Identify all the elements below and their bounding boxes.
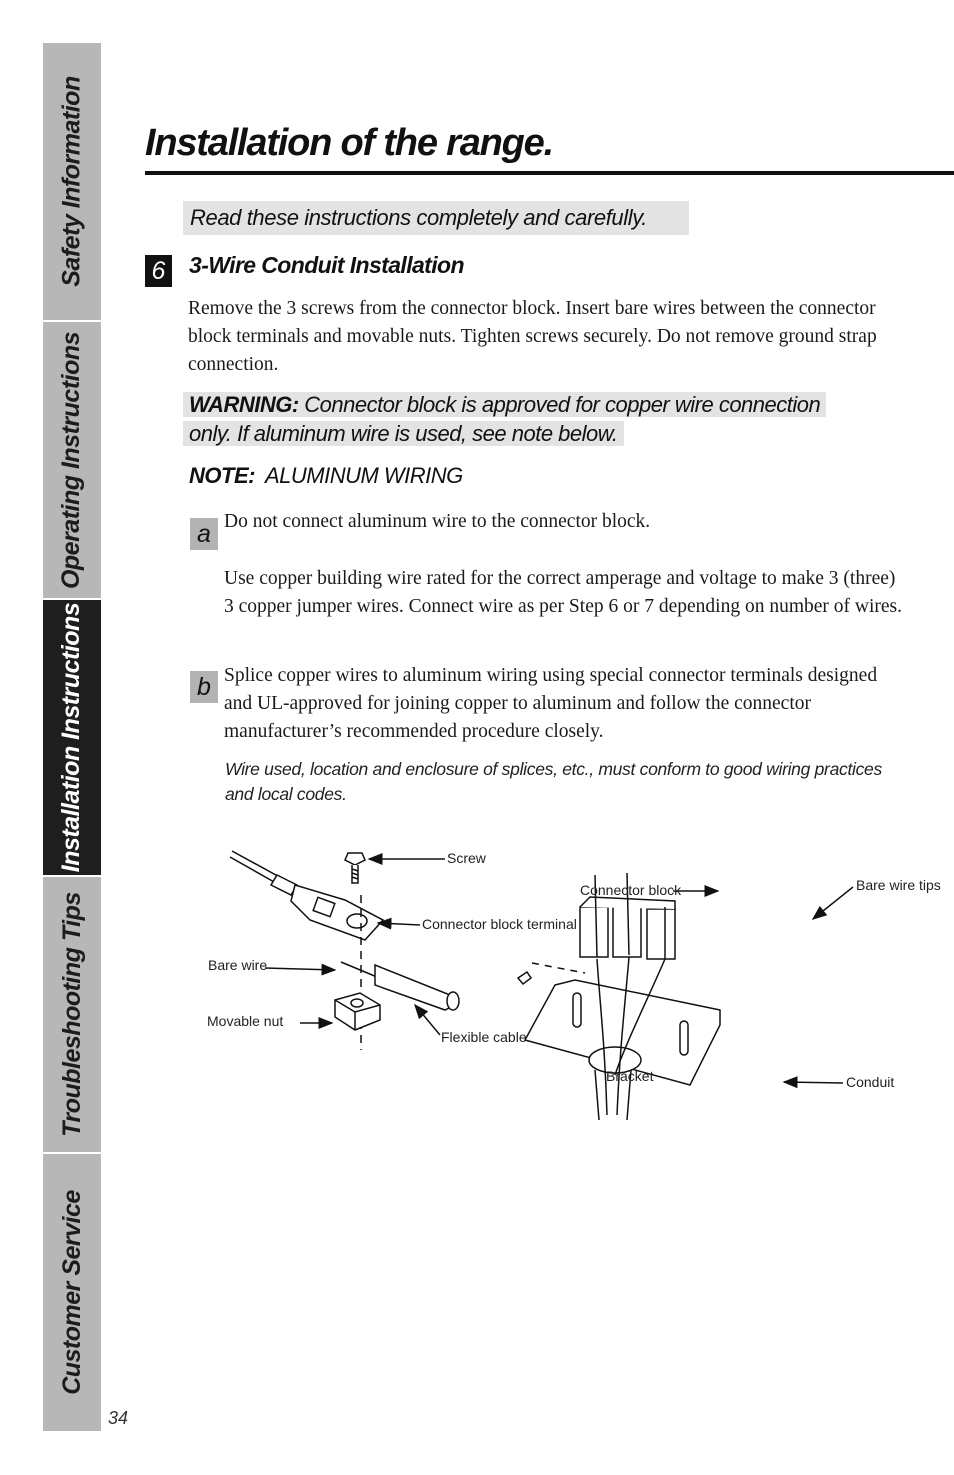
tab-safety-information[interactable]: [43, 43, 101, 320]
label-connector-block: Connector block: [580, 882, 682, 898]
warning-line-2: only. If aluminum wire is used, see note below.: [183, 421, 624, 446]
tab-installation-instructions[interactable]: [43, 600, 101, 875]
tab-label: Safety Information: [57, 76, 86, 287]
item-a-detail: Use copper building wire rated for the correct amperage and voltage to make 3 (three) 3 copper jumper wires. Connect wire as per Step 6 or 7 depending on number of wires.: [224, 568, 902, 617]
page-title: Installation of the range.: [145, 122, 553, 164]
step-body: Remove the 3 screws from the connector block. Insert bare wires between the connector block terminals and movable nuts. Tighten screws securely. Do not remove ground strap connection.: [188, 298, 877, 375]
item-a-marker: a: [190, 518, 218, 550]
ring-terminal-graphic: [230, 851, 383, 940]
tab-customer-service[interactable]: [43, 1154, 101, 1431]
tab-label: Installation Instructions: [57, 602, 86, 873]
item-b-text: Splice copper wires to aluminum wiring using special connector terminals designed and UL-approved for joining copper to aluminum and follow the connector manufacturer’s recommended procedure closely.: [224, 665, 878, 742]
codes-note: Wire used, location and enclosure of splices, etc., must conform to good wiring practices and local codes.: [225, 759, 882, 804]
tab-label: Troubleshooting Tips: [57, 892, 86, 1137]
label-connector-block-terminal: Connector block terminal: [422, 916, 577, 932]
note-label: NOTE:: [189, 463, 255, 488]
label-flexible-cable: Flexible cable: [441, 1029, 527, 1045]
label-movable-nut: Movable nut: [207, 1013, 284, 1029]
wiring-diagram: [195, 835, 954, 1135]
warning-callout: [183, 390, 903, 448]
mounting-screw-graphic: [518, 972, 531, 984]
tab-label: Customer Service: [57, 1190, 86, 1395]
mounting-screw-path: [532, 963, 585, 973]
label-conduit: Conduit: [846, 1074, 895, 1090]
label-bracket: Bracket: [606, 1068, 654, 1084]
label-bare-wire: Bare wire: [208, 957, 268, 973]
note-heading: [189, 463, 463, 489]
tab-operating-instructions[interactable]: [43, 322, 101, 598]
item-b-marker: b: [190, 671, 218, 703]
page-number: 34: [108, 1408, 129, 1428]
movable-nut-graphic: [335, 993, 380, 1030]
tab-label: Operating Instructions: [57, 331, 86, 589]
section-tabs: [43, 43, 101, 1431]
item-a-text: Do not connect aluminum wire to the connector block.: [224, 511, 651, 532]
label-bare-wire-tips: Bare wire tips: [856, 877, 941, 893]
step-heading: 3-Wire Conduit Installation: [189, 252, 464, 278]
tab-troubleshooting-tips[interactable]: [43, 877, 101, 1152]
screw-graphic: [345, 853, 365, 883]
step-number-badge: 6: [145, 255, 172, 287]
note-text: ALUMINUM WIRING: [264, 463, 463, 488]
warning-label: WARNING:: [189, 392, 299, 417]
title-rule: [145, 171, 954, 175]
label-screw: Screw: [447, 850, 486, 866]
warning-text-1: Connector block is approved for copper wire connection: [298, 392, 821, 417]
instructions-banner: Read these instructions completely and carefully.: [183, 201, 689, 235]
wiring-diagram-svg: [195, 835, 954, 1135]
warning-line-1: [183, 392, 826, 417]
